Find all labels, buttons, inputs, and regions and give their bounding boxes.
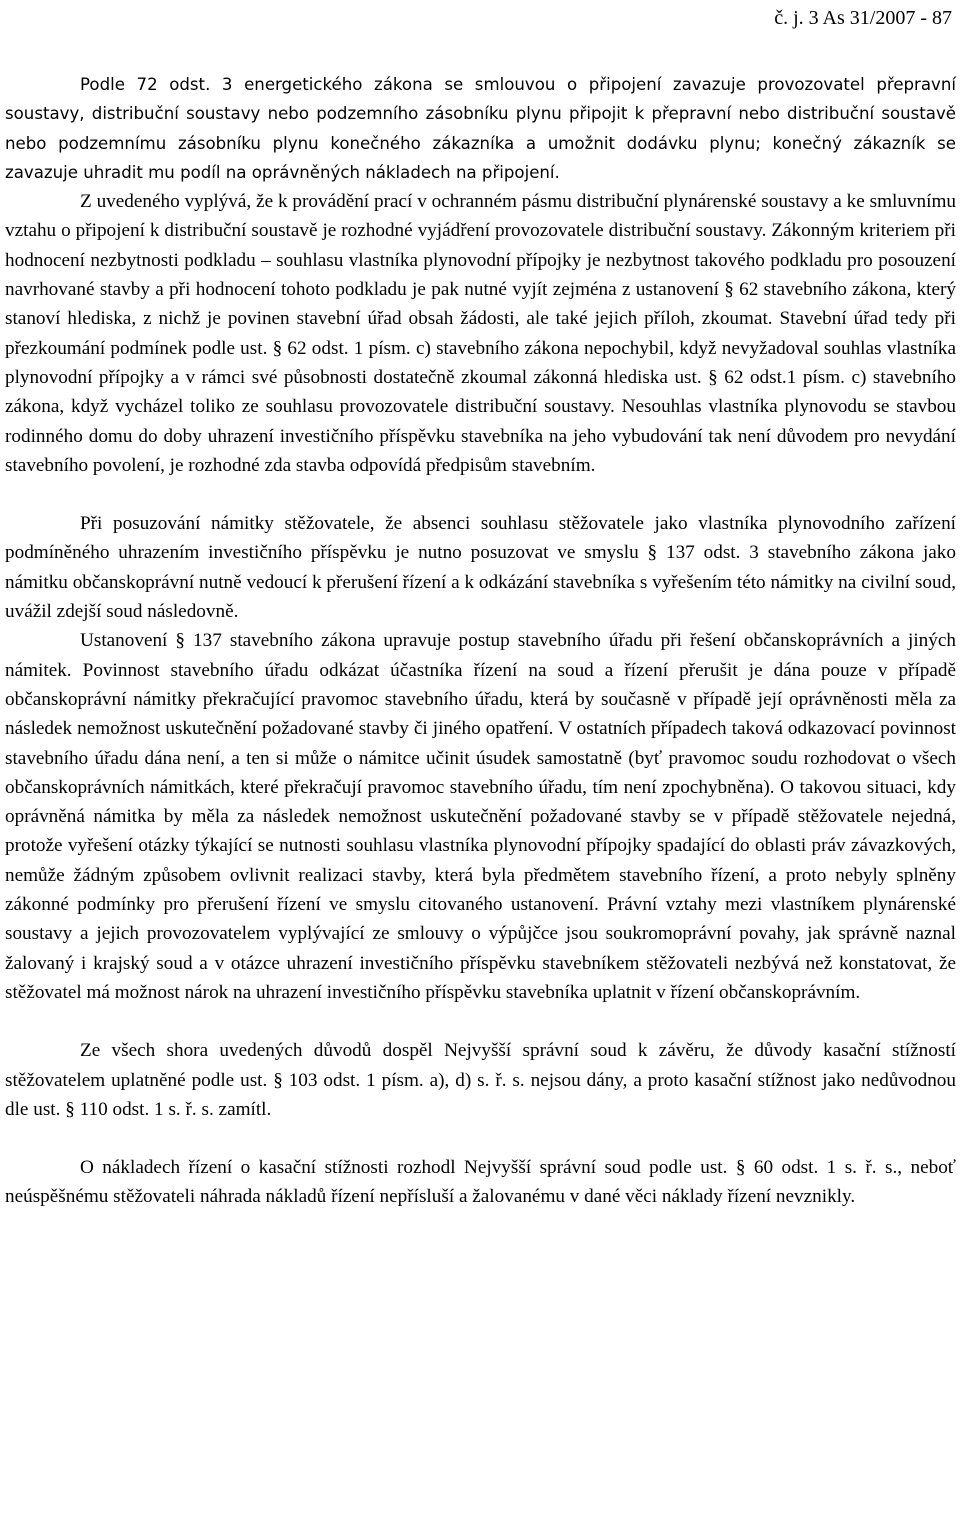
- paragraph-objection: Při posuzování námitky stěžovatele, že absenci souhlasu stěžovatele jako vlastníka plynovodního zařízení podmíněného uhrazením investičního příspěvku je nutno posuzovat ve smyslu § 137 odst. 3 stavebního zákona jako námitku občanskoprávní nutně vedoucí k přerušení řízení a k odkázání stavebníka s vyřešením této námitky na civilní soud, uvážil zdejší soud následovně.: [5, 513, 956, 623]
- paragraph-section-137: Ustanovení § 137 stavebního zákona upravuje postup stavebního úřadu při řešení občanskoprávních a jiných námitek. Povinnost stavebního úřadu odkázat účastníka řízení na soud a řízení přerušit je dána pouze v případě občanskoprávní námitky překračující pravomoc stavebního úřadu, která by současně v případě její oprávněnosti měla za následek nemožnost uskutečnění požadované stavby či jiného opatření. V ostatních případech taková odkazovací povinnost stavebního úřadu dána není, a ten si může o námitce učinit úsudek samostatně (byť pravomoc soudu rozhodovat o všech občanskoprávních námitkách, které překračují pravomoc stavebního úřadu, tím není zpochybněna). O takovou situaci, kdy oprávněná námitka by měla za následek nemožnost uskutečnění požadované stavby se v případě stěžovatele nejedná, protože vyřešení otázky týkající se nutnosti souhlasu vlastníka plynovodní přípojky spadající do oblasti práv závazkových, nemůže žádným způsobem ovlivnit realizaci stavby, která byla předmětem stavebního řízení, a proto nebyly splněny zákonné podmínky pro přerušení řízení ve smyslu citovaného ustanovení. Právní vztahy mezi vlastníkem plynárenské soustavy a jejich provozovatelem vyplývající ze smlouvy o výpůjčce jsou soukromoprávní povahy, jak správně naznal žalovaný i krajský soud a v otázce uhrazení investičního příspěvku stavebníkem stěžovateli nezbývá než konstatovat, že stěžovatel má možnost nárok na uhrazení investičního příspěvku stavebníka uplatnit v řízení občanskoprávním.: [5, 630, 956, 1003]
- paragraph-energy-act: Podle 72 odst. 3 energetického zákona se smlouvou o připojení zavazuje provozovatel přepravní soustavy, distribuční soustavy nebo podzemního zásobníku plynu připojit k přepravní nebo distribuční soustavě nebo podzemnímu zásobníku plynu konečného zákazníka a umožnit dodávku plynu; konečný zákazník se zavazuje uhradit mu podíl na oprávněných nákladech na připojení.: [5, 75, 956, 182]
- paragraph-costs: O nákladech řízení o kasační stížnosti rozhodl Nejvyšší správní soud podle ust. § 60 odst. 1 s. ř. s., neboť neúspěšnému stěžovateli náhrada nákladů řízení nepřísluší a žalovanému v dané věci náklady řízení nevznikly.: [5, 1157, 956, 1208]
- paragraph-consequence: Z uvedeného vyplývá, že k provádění prací v ochranném pásmu distribuční plynárenské soustavy a ke smluvnímu vztahu o připojení k distribuční soustavě je rozhodné vyjádření provozovatele distribuční soustavy. Zákonným kriteriem při hodnocení nezbytnosti podkladu – souhlasu vlastníka plynovodní přípojky je nezbytnost takového podkladu pro posouzení navrhované stavby a při hodnocení tohoto podkladu je pak nutné vyjít zejména z ustanovení § 62 stavebního zákona, který stanoví hlediska, z nichž je povinen stavební úřad obsah žádosti, ale také jejich příloh, zkoumat. Stavební úřad tedy při přezkoumání podmínek podle ust. § 62 odst. 1 písm. c) stavebního zákona nepochybil, když nevyžadoval souhlas vlastníka plynovodní přípojky a v rámci své působnosti dostatečně zkoumal zákonná hlediska ust. § 62 odst.1 písm. c) stavebního zákona, když vycházel toliko ze souhlasu provozovatele distribuční soustavy. Nesouhlas vlastníka plynovodu se stavbou rodinného domu do doby uhrazení investičního příspěvku stavebníka na jeho vybudování tak není důvodem pro nevydání stavebního povolení, je rozhodné zda stavba odpovídá předpisům stavebním.: [5, 191, 956, 476]
- document-body: [5, 70, 956, 1212]
- paragraph-conclusion: Ze všech shora uvedených důvodů dospěl Nejvyšší správní soud k závěru, že důvody kasační stížností stěžovatelem uplatněné podle ust. § 103 odst. 1 písm. a), d) s. ř. s. nejsou dány, a proto kasační stížnost jako nedůvodnou dle ust. § 110 odst. 1 s. ř. s. zamítl.: [5, 1040, 956, 1120]
- case-reference: č. j. 3 As 31/2007 - 87: [774, 7, 952, 29]
